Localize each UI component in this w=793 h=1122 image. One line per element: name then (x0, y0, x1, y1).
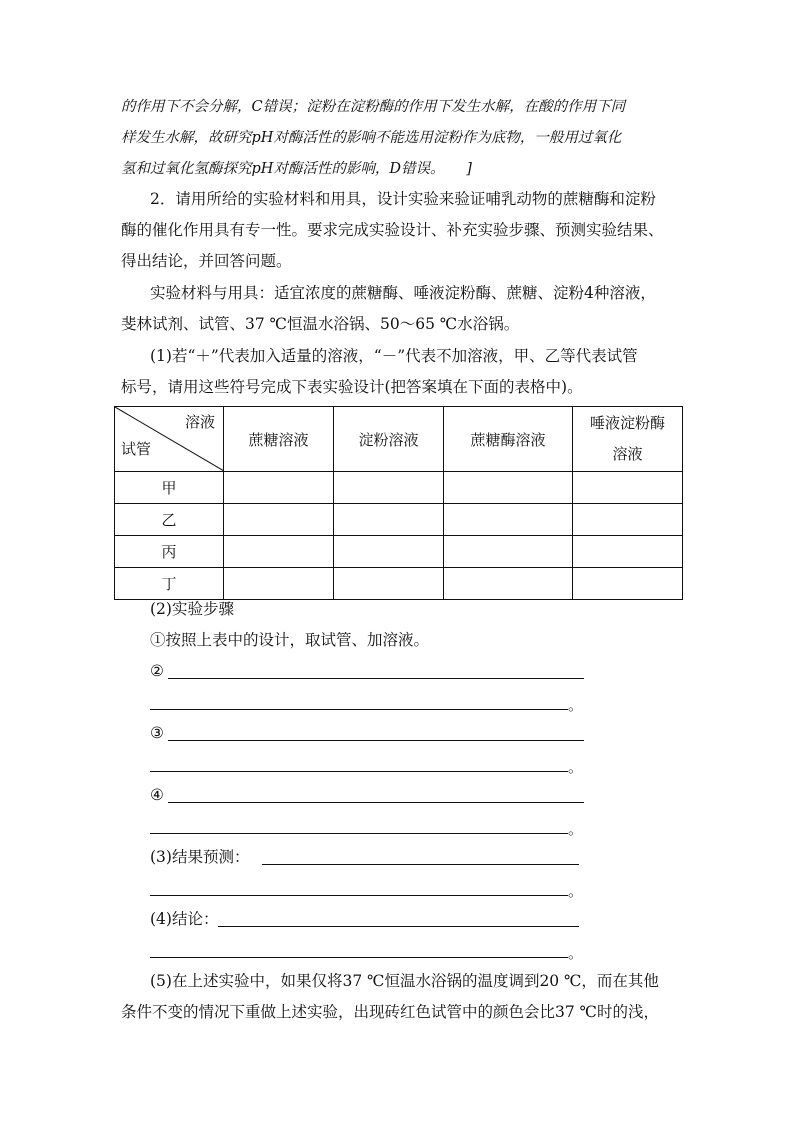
step-2-blank-1[interactable] (168, 678, 584, 679)
col-header-starch: 淀粉溶液 (334, 407, 444, 472)
conclusion-period: 。 (568, 944, 584, 962)
step-3-blank-2[interactable] (150, 771, 568, 772)
step-4-period: 。 (568, 820, 584, 838)
table-cell[interactable] (444, 568, 573, 600)
part1-line-2: 标号，请用这些符号完成下表实验设计(把答案填在下面的表格中)。 (121, 378, 583, 396)
table-diagonal-header (115, 407, 224, 472)
step-3-blank-1[interactable] (168, 740, 584, 741)
col-header-sucrase: 蔗糖酶溶液 (444, 407, 573, 472)
table-cell[interactable] (334, 536, 444, 568)
materials-line-2: 斐林试剂、试管、37 ℃恒温水浴锅、50～65 ℃水浴锅。 (121, 315, 520, 333)
step-3-marker: ③ (150, 724, 164, 742)
table-row (115, 536, 683, 568)
table-cell[interactable] (573, 472, 683, 504)
answer-line-2: 样发生水解，故研究pH对酶活性的影响不能选用淀粉作为底物，一般用过氧化 (121, 130, 622, 146)
step-2-blank-2[interactable] (150, 709, 568, 710)
table-cell[interactable] (334, 504, 444, 536)
part1-line-1: (1)若“＋”代表加入适量的溶液，“－”代表不加溶液，甲、乙等代表试管 (150, 347, 638, 365)
steps-title: (2)实验步骤 (150, 600, 234, 618)
col-header-amylase-line1: 唾液淀粉酶 (589, 414, 665, 432)
materials-line-1: 实验材料与用具：适宜浓度的蔗糖酶、唾液淀粉酶、蔗糖、淀粉4种溶液， (150, 284, 656, 302)
row-label: 甲 (115, 472, 224, 504)
table-cell[interactable] (334, 472, 444, 504)
conclusion-blank-2[interactable] (150, 957, 568, 958)
table-cell[interactable] (573, 504, 683, 536)
step-4-blank-2[interactable] (150, 833, 568, 834)
result-predict-blank-2[interactable] (150, 895, 568, 896)
table-cell[interactable] (224, 536, 334, 568)
table-cell[interactable] (444, 504, 573, 536)
table-cell[interactable] (573, 536, 683, 568)
table-row (115, 472, 683, 504)
table-cell[interactable] (224, 472, 334, 504)
diag-label-tube: 试管 (121, 440, 152, 458)
table-cell[interactable] (224, 504, 334, 536)
table-row (115, 568, 683, 600)
row-label: 丙 (115, 536, 224, 568)
table-cell[interactable] (573, 568, 683, 600)
step-4-blank-1[interactable] (168, 802, 584, 803)
part5-line-2: 条件不变的情况下重做上述实验，出现砖红色试管中的颜色会比37 ℃时的浅， (121, 1003, 659, 1021)
result-predict-blank-1[interactable] (262, 864, 579, 865)
conclusion-blank-1[interactable] (218, 926, 579, 927)
col-header-amylase-line2: 溶液 (612, 445, 643, 463)
conclusion-label: (4)结论： (150, 910, 219, 928)
table-row (115, 504, 683, 536)
step-3-period: 。 (568, 758, 584, 776)
step-2-period: 。 (568, 696, 584, 714)
experiment-table (114, 406, 683, 600)
result-predict-label: (3)结果预测： (150, 848, 250, 866)
col-header-sucrose: 蔗糖溶液 (224, 407, 334, 472)
diag-label-solution: 溶液 (184, 413, 215, 431)
table-cell[interactable] (444, 472, 573, 504)
table-cell[interactable] (444, 536, 573, 568)
answer-line-1: 的作用下不会分解，C错误；淀粉在淀粉酶的作用下发生水解，在酸的作用下同 (121, 99, 626, 115)
part5-line-1: (5)在上述实验中，如果仅将37 ℃恒温水浴锅的温度调到20 ℃，而在其他 (150, 972, 659, 990)
step-4-marker: ④ (150, 786, 164, 804)
table-cell[interactable] (334, 568, 444, 600)
question-stem-2: 酶的催化作用具有专一性。要求完成实验设计、补充实验步骤、预测实验结果、 (121, 221, 664, 239)
row-label: 丁 (115, 568, 224, 600)
question-stem-1: 2．请用所给的实验材料和用具，设计实验来验证哺乳动物的蔗糖酶和淀粉 (150, 190, 656, 208)
result-predict-period: 。 (568, 882, 584, 900)
col-header-amylase (573, 407, 683, 472)
step-2-marker: ② (150, 662, 164, 680)
row-label: 乙 (115, 504, 224, 536)
step-1: ①按照上表中的设计，取试管、加溶液。 (150, 631, 430, 649)
question-stem-3: 得出结论，并回答问题。 (121, 252, 292, 270)
answer-line-3: 氢和过氧化氢酶探究pH对酶活性的影响，D错误。 ] (121, 161, 472, 177)
table-cell[interactable] (224, 568, 334, 600)
